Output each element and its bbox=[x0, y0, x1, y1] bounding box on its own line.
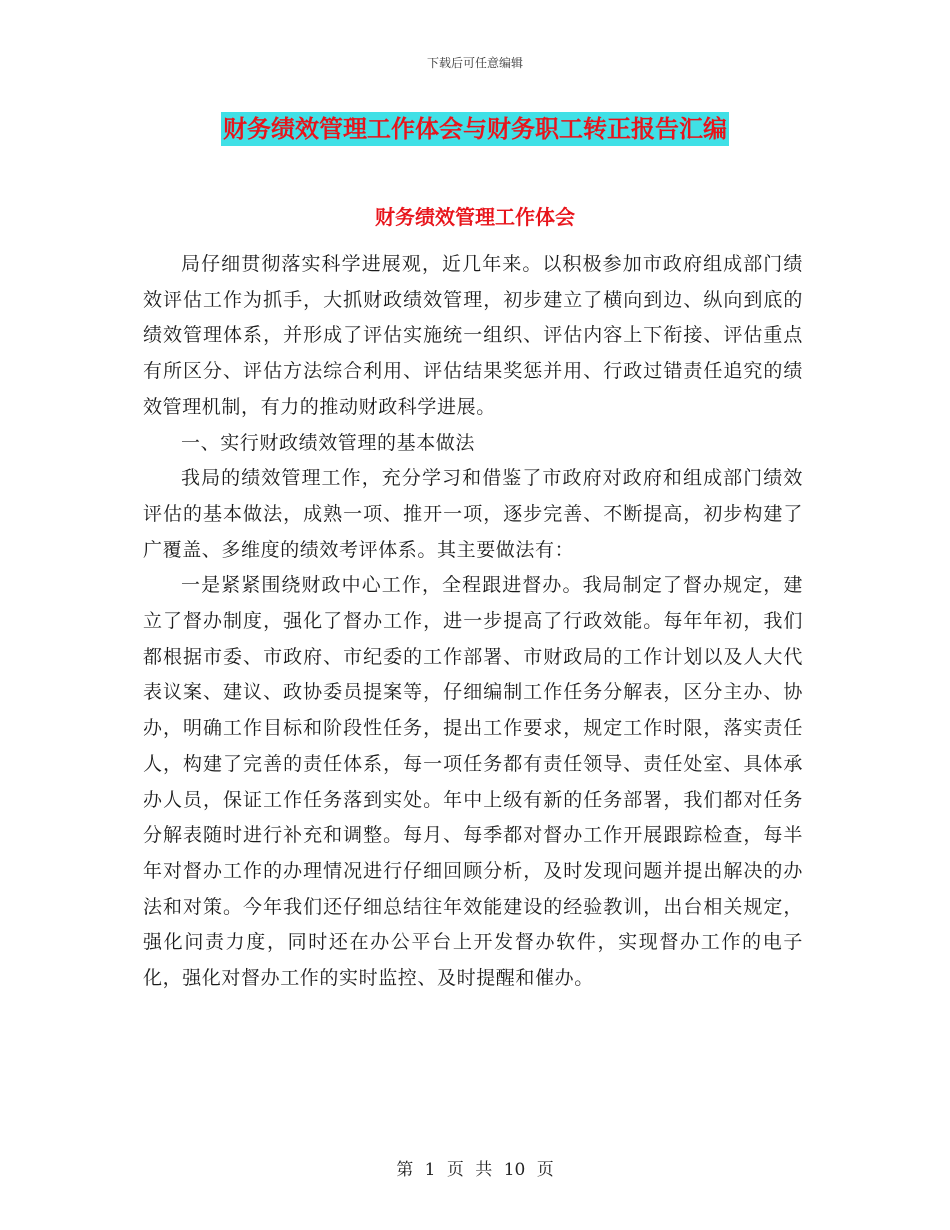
page-header-note: 下载后可任意编辑 bbox=[426, 56, 523, 70]
page-footer: 第 1 页 共 10 页 bbox=[396, 1160, 554, 1180]
section-title: 财务绩效管理工作体会 bbox=[375, 205, 575, 229]
body-text bbox=[143, 247, 803, 997]
paragraph-practice: 我局的绩效管理工作，充分学习和借鉴了市政府对政府和组成部门绩效评估的基本做法，成熟一项、推开一项，逐步完善、不断提高，初步构建了广覆盖、多维度的绩效考评体系。其主要做法有： bbox=[143, 467, 803, 561]
paragraph-point-1: 一是紧紧围绕财政中心工作，全程跟进督办。我局制定了督办规定，建立了督办制度，强化了督办工作，进一步提高了行政效能。每年年初，我们都根据市委、市政府、市纪委的工作部署、市财政局的工作计划以及人大代表议案、建议、政协委员提案等，仔细编制工作任务分解表，区分主办、协办，明确工作目标和阶段性任务，提出工作要求，规定工作时限，落实责任人，构建了完善的责任体系，每一项任务都有责任领导、责任处室、具体承办人员，保证工作任务落到实处。年中上级有新的任务部署，我们都对任务分解表随时进行补充和调整。每月、每季都对督办工作开展跟踪检查，每半年对督办工作的办理情况进行仔细回顾分析，及时发现问题并提出解决的办法和对策。今年我们还仔细总结往年效能建设的经验教训，出台相关规定，强化问责力度，同时还在办公平台上开发督办软件，实现督办工作的电子化，强化对督办工作的实时监控、及时提醒和催办。 bbox=[143, 574, 803, 990]
paragraph-intro: 局仔细贯彻落实科学进展观，近几年来。以积极参加市政府组成部门绩效评估工作为抓手，大抓财政绩效管理，初步建立了横向到边、纵向到底的绩效管理体系，并形成了评估实施统一组织、评估内容上下衔接、评估重点有所区分、评估方法综合利用、评估结果奖惩并用、行政过错责任追究的绩效管理机制，有力的推动财政科学进展。 bbox=[143, 253, 803, 418]
document-title: 财务绩效管理工作体会与财务职工转正报告汇编 bbox=[221, 112, 729, 146]
document-title-container bbox=[0, 112, 950, 146]
paragraph-heading-1: 一、实行财政绩效管理的基本做法 bbox=[181, 431, 476, 454]
